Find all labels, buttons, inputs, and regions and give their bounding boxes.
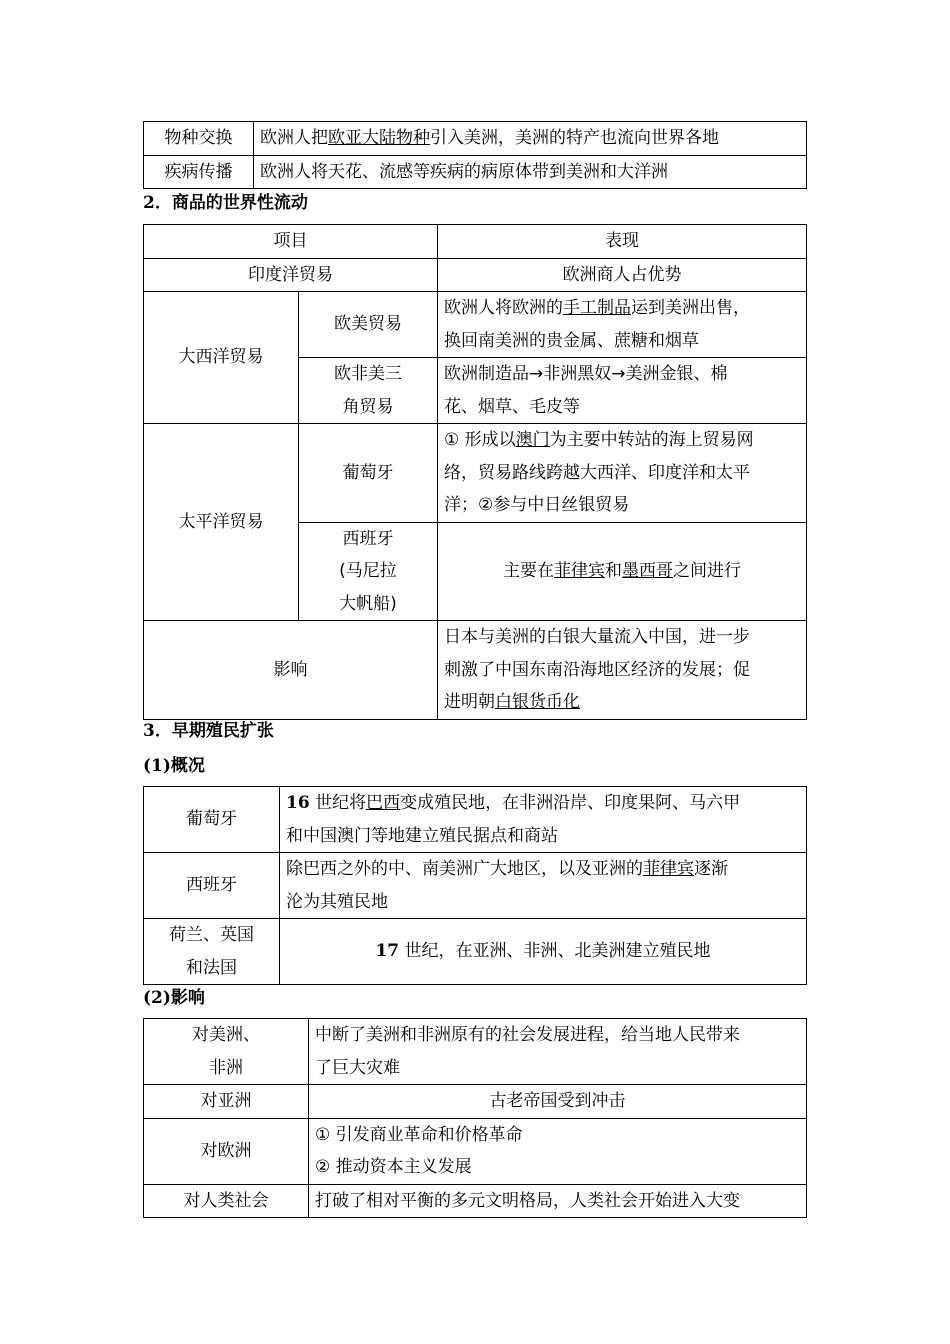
table-row [144,853,807,919]
colonial-overview-table [143,786,807,985]
spain-value: 主要在菲律宾和墨西哥之间进行 [438,522,807,621]
table-row [144,424,807,523]
humanity-value: 打破了相对平衡的多元文明格局，人类社会开始进入大变 [309,1184,807,1218]
spain-value: 除巴西之外的中、南美洲广大地区，以及亚洲的菲律宾逐渐 沦为其殖民地 [280,853,807,919]
indian-ocean-value: 欧洲商人占优势 [438,258,807,292]
table-row [144,1085,807,1119]
others-label: 荷兰、英国 和法国 [144,919,280,985]
portugal-value: 16 世纪将巴西变成殖民地，在非洲沿岸、印度果阿、马六甲 和中国澳门等地建立殖民据点和商站 [280,787,807,853]
species-disease-table [143,121,807,189]
triangle-value: 欧洲制造品→非洲黑奴→美洲金银、棉 花、烟草、毛皮等 [438,358,807,424]
americas-label: 对美洲、 非洲 [144,1019,309,1085]
table-row [144,621,807,720]
table-row [144,258,807,292]
table-row [144,787,807,853]
others-value: 17 世纪，在亚洲、非洲、北美洲建立殖民地 [280,919,807,985]
euro-us-value: 欧洲人将欧洲的手工制品运到美洲出售， 换回南美洲的贵金属、蔗糖和烟草 [438,292,807,358]
table-row [144,1019,807,1085]
header-performance: 表现 [438,225,807,259]
colonial-impact-table [143,1018,807,1218]
triangle-label: 欧非美三 角贸易 [299,358,438,424]
trade-table [143,224,807,720]
indian-ocean-label: 印度洋贸易 [144,258,438,292]
section-3-title: 3．早期殖民扩张 [143,721,274,741]
row-value: 欧洲人把欧亚大陆物种引入美洲，美洲的特产也流向世界各地 [254,122,807,156]
section-2-title: 2．商品的世界性流动 [143,193,308,213]
subsection-impact-title: (2)影响 [143,988,205,1008]
impact-label: 影响 [144,621,438,720]
asia-value: 古老帝国受到冲击 [309,1085,807,1119]
header-item: 项目 [144,225,438,259]
table-row [144,292,807,358]
portugal-value: ① 形成以澳门为主要中转站的海上贸易网 络，贸易路线跨越大西洋、印度洋和太平 洋；②参与中日丝银贸易 [438,424,807,523]
spain-label: 西班牙 [144,853,280,919]
euro-us-label: 欧美贸易 [299,292,438,358]
table-row [144,1184,807,1218]
humanity-label: 对人类社会 [144,1184,309,1218]
portugal-label: 葡萄牙 [144,787,280,853]
subsection-overview-title: (1)概况 [143,756,205,776]
impact-value: 日本与美洲的白银大量流入中国，进一步 刺激了中国东南沿海地区经济的发展；促 进明朝白银货币化 [438,621,807,720]
table-header-row [144,225,807,259]
table-row [144,155,807,189]
spain-label: 西班牙 (马尼拉 大帆船) [299,522,438,621]
asia-label: 对亚洲 [144,1085,309,1119]
portugal-label: 葡萄牙 [299,424,438,523]
pacific-label: 太平洋贸易 [144,424,299,621]
europe-label: 对欧洲 [144,1118,309,1184]
europe-value: ① 引发商业革命和价格革命 ② 推动资本主义发展 [309,1118,807,1184]
table-row [144,919,807,985]
atlantic-label: 大西洋贸易 [144,292,299,424]
table-row [144,1118,807,1184]
row-label: 疾病传播 [144,155,254,189]
row-label: 物种交换 [144,122,254,156]
table-row [144,122,807,156]
americas-value: 中断了美洲和非洲原有的社会发展进程，给当地人民带来 了巨大灾难 [309,1019,807,1085]
row-value: 欧洲人将天花、流感等疾病的病原体带到美洲和大洋洲 [254,155,807,189]
